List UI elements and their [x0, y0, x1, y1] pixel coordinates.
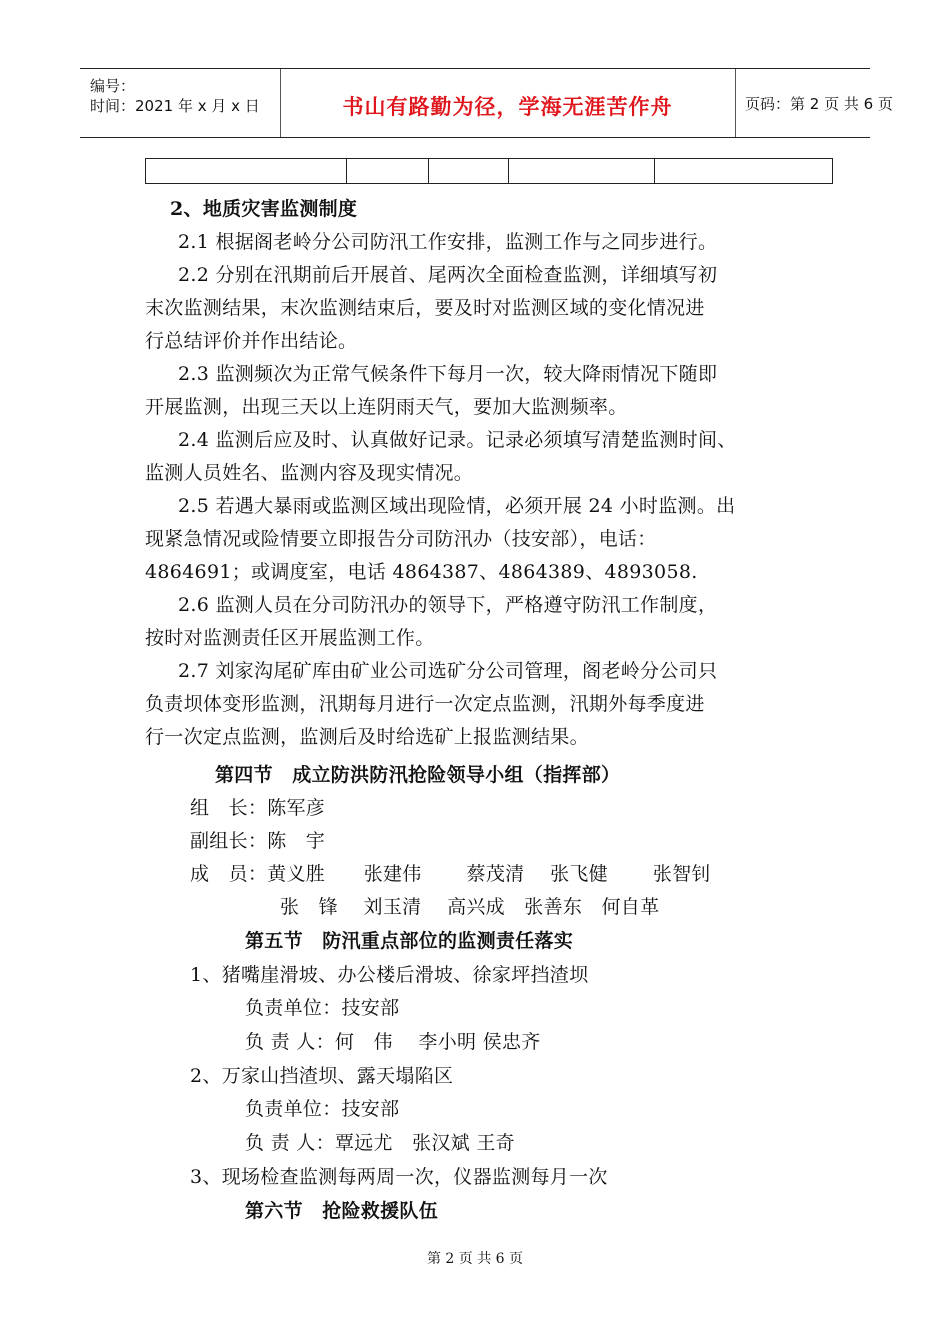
section-heading-rescue-team: 第六节 抢险救援队伍: [245, 1200, 439, 1222]
responsible-unit-line: 负责单位：技安部: [245, 1098, 400, 1120]
paragraph-line: 2.4 监测后应及时、认真做好记录。记录必须填写清楚监测时间、: [178, 429, 737, 451]
paragraph-line: 2.1 根据阁老岭分公司防汛工作安排，监测工作与之同步进行。: [178, 231, 718, 253]
responsible-unit-line: 负责单位：技安部: [245, 997, 400, 1019]
document-date: 时间：2021 年 x 月 x 日: [90, 97, 260, 115]
list-item: 1、猪嘴崖滑坡、办公楼后滑坡、徐家坪挡渣坝: [190, 964, 589, 986]
paragraph-line: 监测人员姓名、监测内容及现实情况。: [145, 462, 474, 484]
paragraph-line: 行总结评价并作出结论。: [145, 330, 358, 352]
paragraph-line: 2.5 若遇大暴雨或监测区域出现险情，必须开展 24 小时监测。出: [178, 495, 736, 517]
list-item: 3、现场检查监测每两周一次，仪器监测每月一次: [190, 1166, 608, 1188]
group-leader-line: 组 长：陈军彦: [190, 797, 326, 819]
header-motto: 书山有路勤为径，学海无涯苦作舟: [342, 95, 673, 119]
paragraph-line: 行一次定点监测，监测后及时给选矿上报监测结果。: [145, 726, 589, 748]
table-cell-divider: [508, 159, 509, 183]
header-middle-cell: [280, 69, 736, 137]
header-right-cell: [735, 69, 893, 137]
table-remnant: [145, 158, 833, 184]
page-header: [80, 68, 893, 138]
paragraph-line: 2.2 分别在汛期前后开展首、尾两次全面检查监测，详细填写初: [178, 264, 718, 286]
section-heading-leadership-group: 第四节 成立防洪防汛抢险领导小组（指挥部）: [215, 764, 621, 786]
paragraph-line: 开展监测，出现三天以上连阴雨天气，要加大监测频率。: [145, 396, 628, 418]
paragraph-line: 现紧急情况或险情要立即报告分司防汛办（技安部），电话：: [145, 528, 657, 550]
header-page-info: 页码：第 2 页 共 6 页: [745, 95, 893, 113]
paragraph-line: 负责坝体变形监测，汛期每月进行一次定点监测，汛期外每季度进: [145, 693, 705, 715]
table-cell-divider: [654, 159, 655, 183]
header-left-cell: [80, 69, 281, 137]
section-heading-monitoring-system: 2、地质灾害监测制度: [170, 198, 358, 220]
paragraph-line: 2.3 监测频次为正常气候条件下每月一次，较大降雨情况下随即: [178, 363, 718, 385]
deputy-leader-line: 副组长：陈 宇: [190, 830, 326, 852]
page-footer: 第 2 页 共 6 页: [426, 1251, 524, 1267]
section-heading-responsibility: 第五节 防汛重点部位的监测责任落实: [245, 930, 574, 952]
table-cell-divider: [428, 159, 429, 183]
document-number-label: 编号：: [90, 77, 136, 95]
members-line: 成 员：黄义胜 张建伟 蔡茂清 张飞健 张智钊: [190, 863, 711, 885]
paragraph-line: 2.6 监测人员在分司防汛办的领导下，严格遵守防汛工作制度，: [178, 594, 718, 616]
list-item: 2、万家山挡渣坝、露天塌陷区: [190, 1065, 454, 1087]
members-line-continued: 张 锋 刘玉清 高兴成 张善东 何自革: [280, 896, 660, 918]
paragraph-line: 2.7 刘家沟尾矿库由矿业公司选矿分公司管理，阁老岭分公司只: [178, 660, 718, 682]
paragraph-line: 4864691；或调度室，电话 4864387、4864389、4893058.: [145, 561, 698, 583]
paragraph-line: 按时对监测责任区开展监测工作。: [145, 627, 435, 649]
table-cell-divider: [346, 159, 347, 183]
responsible-person-line: 负 责 人：何 伟 李小明 侯忠齐: [245, 1031, 541, 1053]
paragraph-line: 末次监测结果，末次监测结束后，要及时对监测区域的变化情况进: [145, 297, 705, 319]
responsible-person-line: 负 责 人：覃远尤 张汉斌 王奇: [245, 1132, 515, 1154]
